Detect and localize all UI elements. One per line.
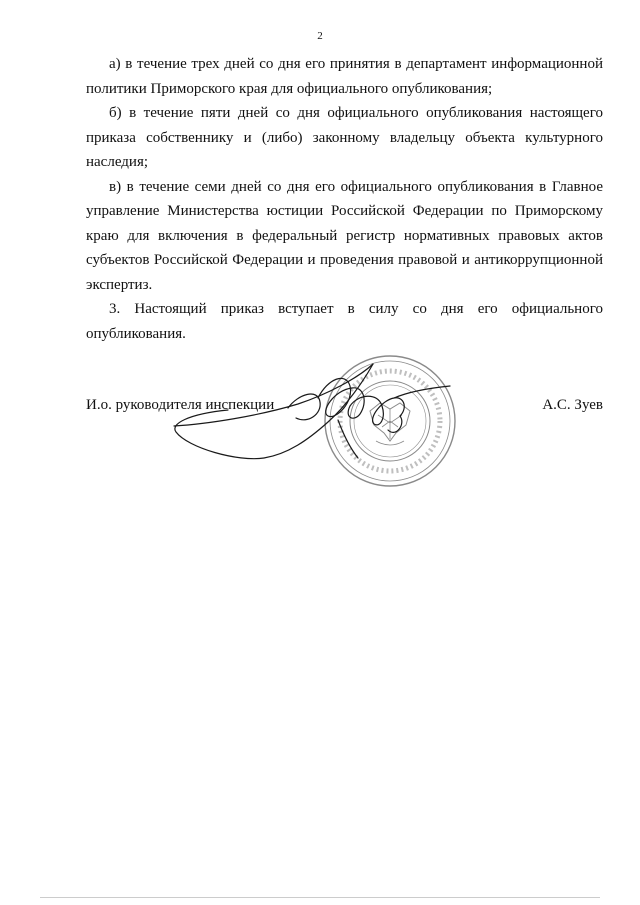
paragraph-3: 3. Настоящий приказ вступает в силу со дня его официального опубликования. (86, 301, 603, 342)
paragraph-c: в) в течение семи дней со дня его официального опубликования в Главное управление Министерства юстиции Российской Федерации по Приморскому краю для включения в федеральный регистр нормативных правовых актов субъектов Российской Федерации и проведения правовой и антикоррупционной экспертиз. (86, 178, 603, 293)
page-bottom-edge (40, 897, 600, 898)
signer-title: И.о. руководителя инспекции (86, 397, 275, 413)
paragraph-a: а) в течение трех дней со дня его принятия в департамент информационной политики Приморского края для официального опубликования; (86, 56, 603, 97)
page-number: 2 (317, 30, 323, 42)
signer-name: А.С. Зуев (542, 397, 603, 413)
document-body (86, 52, 603, 346)
signature-row (86, 397, 603, 423)
paragraph-b: б) в течение пяти дней со дня официального опубликования настоящего приказа собственнику и (либо) законному владельцу объекта культурного наследия; (86, 105, 603, 170)
